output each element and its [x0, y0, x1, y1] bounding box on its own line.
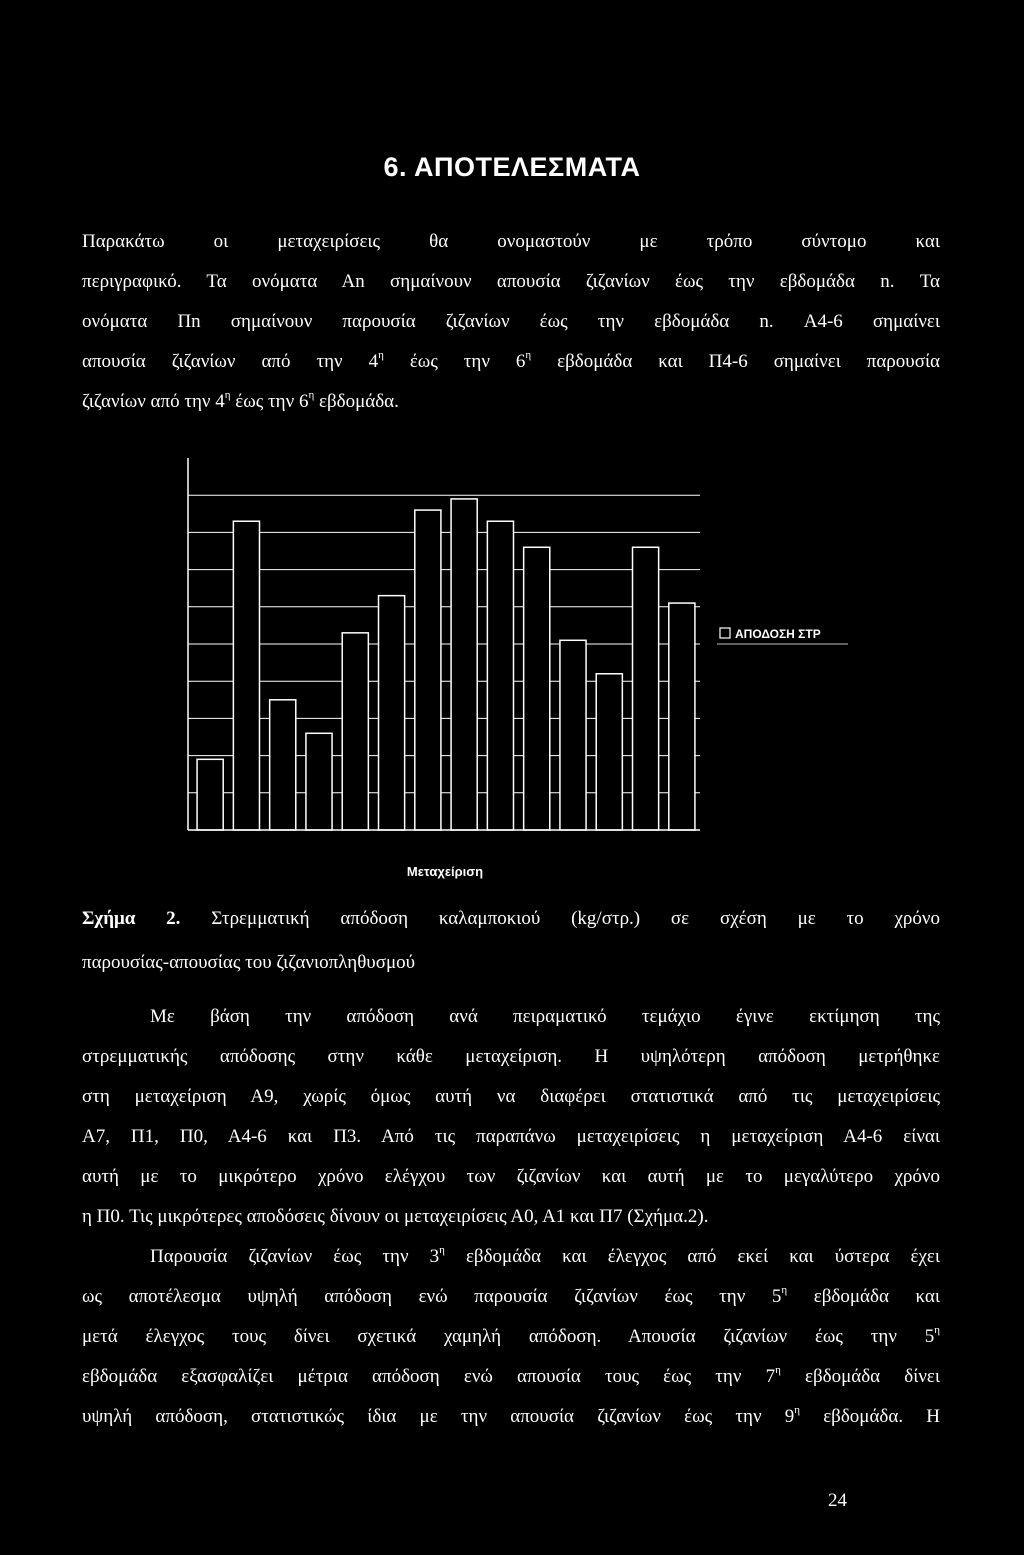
text-line: Παρακάτω οι μεταχειρίσεις θα ονομαστούν με τρόπο σύντομο και — [82, 231, 940, 252]
caption-text: παρουσίας-απουσίας του ζιζανιοπληθυσμού — [82, 952, 416, 973]
figure-caption — [82, 897, 940, 985]
bar — [669, 603, 695, 830]
text-line: ζιζανίων από την $4^\eta$ έως την $6^\eta$ εβδομάδα. — [82, 389, 399, 412]
bar — [415, 510, 441, 830]
bar — [560, 640, 586, 830]
text-line: περιγραφικό. Τα ονόματα Αn σημαίνουν απουσία ζιζανίων έως την εβδομάδα n. Τα — [82, 271, 940, 292]
yield-chart — [180, 450, 880, 890]
bar — [633, 547, 659, 830]
text-line: ονόματα Πn σημαίνουν παρουσία ζιζανίων έως την εβδομάδα n. Α4-6 σημαίνει — [82, 311, 940, 332]
bar — [487, 521, 513, 830]
bar — [379, 596, 405, 830]
x-axis-label: Μεταχείριση — [406, 864, 484, 879]
bar — [342, 633, 368, 830]
text-line: Παρουσία ζιζανίων έως την $3^\eta$ εβδομάδα και έλεγχος από εκεί και ύστερα έχει — [150, 1244, 940, 1267]
intro-paragraph — [82, 222, 940, 422]
bar — [197, 759, 223, 830]
page-number: 24 — [828, 1490, 847, 1511]
text-line: απουσία ζιζανίων από την $4^\eta$ έως την $6^\eta$ εβδομάδα και Π4-6 σημαίνει παρουσία — [82, 349, 941, 372]
text-line: Α7, Π1, Π0, Α4-6 και Π3. Από τις παραπάνω μεταχειρίσεις η μεταχείριση Α4-6 είναι — [82, 1126, 940, 1147]
text-line: υψηλή απόδοση, στατιστικώς ίδια με την απουσία ζιζανίων έως την $9^\eta$ εβδομάδα. Η — [82, 1404, 940, 1427]
bar — [596, 674, 622, 830]
bar — [306, 733, 332, 830]
legend-label: ΑΠΟΔΟΣΗ ΣΤΡ — [735, 627, 821, 641]
text-line: αυτή με το μικρότερο χρόνο ελέγχου των ζιζανίων και αυτή με το μεγαλύτερο χρόνο — [82, 1166, 940, 1187]
bar — [524, 547, 550, 830]
bar-chart-svg — [180, 450, 880, 890]
section-heading: 6. ΑΠΟΤΕΛΕΣΜΑΤΑ — [383, 152, 641, 182]
text-line: στρεμματικής απόδοσης στην κάθε μεταχείριση. Η υψηλότερη απόδοση μετρήθηκε — [82, 1046, 940, 1067]
bar — [451, 499, 477, 830]
bar — [270, 700, 296, 830]
caption-label: Σχήμα 2. — [82, 908, 181, 929]
text-line: εβδομάδα εξασφαλίζει μέτρια απόδοση ενώ απουσία τους έως την $7^\eta$ εβδομάδα δίνει — [82, 1364, 940, 1387]
bar — [233, 521, 259, 830]
caption-text: Στρεμματική απόδοση καλαμποκιού (kg/στρ.) σε σχέση με το χρόνο — [180, 908, 940, 929]
text-line: Με βάση την απόδοση ανά πειραματικό τεμάχιο έγινε εκτίμηση της — [150, 1006, 940, 1027]
legend-swatch — [720, 628, 730, 638]
text-line: ως αποτέλεσμα υψηλή απόδοση ενώ παρουσία ζιζανίων έως την $5^\eta$ εβδομάδα και — [82, 1284, 940, 1307]
body-paragraph — [82, 997, 940, 1437]
text-line: μετά έλεγχος τους δίνει σχετικά χαμηλή απόδοση. Απουσία ζιζανίων έως την $5^\eta$ — [82, 1324, 940, 1347]
text-line: στη μεταχείριση Α9, χωρίς όμως αυτή να διαφέρει στατιστικά από τις μεταχειρίσεις — [82, 1086, 940, 1107]
text-line: η Π0. Τις μικρότερες αποδόσεις δίνουν οι μεταχειρίσεις Α0, Α1 και Π7 (Σχήμα.2). — [82, 1206, 709, 1227]
